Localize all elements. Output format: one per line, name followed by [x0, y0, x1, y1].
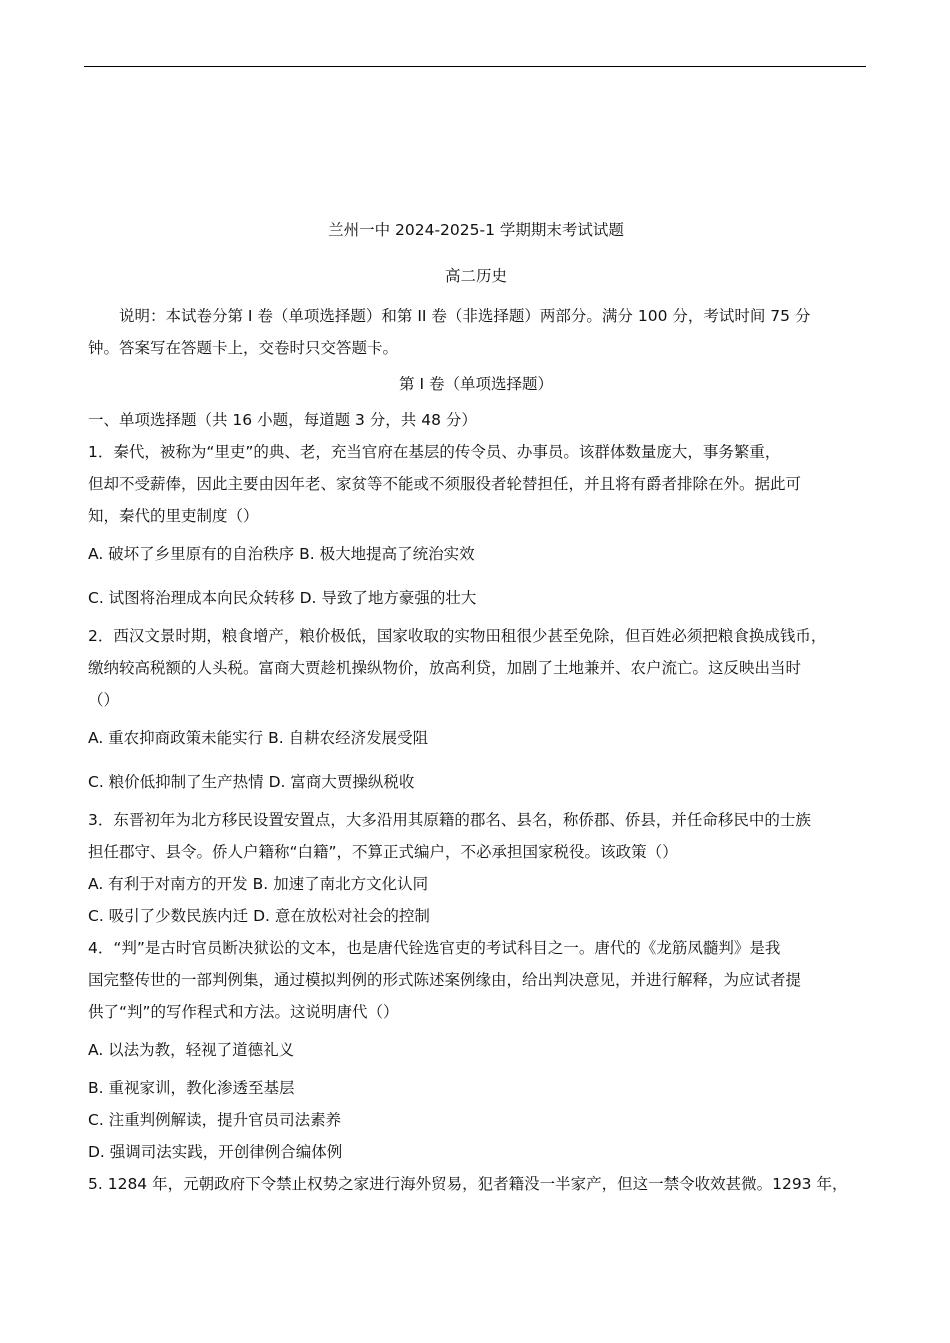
question-text: 2．西汉文景时期，粮食增产，粮价极低，国家收取的实物田租很少甚至免除，但百姓必须把粮食换成钱币，	[88, 627, 827, 645]
exam-page	[88, 216, 864, 1200]
instructions	[88, 300, 864, 364]
part-title: 第 I 卷（单项选择题）	[399, 375, 553, 393]
question-1	[88, 436, 864, 620]
question-option: D. 强调司法实践，开创律例合编体例	[88, 1143, 343, 1161]
instructions-line: 钟。答案写在答题卡上，交卷时只交答题卡。	[88, 339, 399, 357]
question-option: B. 重视家训，教化渗透至基层	[88, 1079, 295, 1097]
question-text: 供了“判”的写作程式和方法。这说明唐代（）	[88, 1003, 399, 1021]
question-text: 5. 1284 年，元朝政府下令禁止权势之家进行海外贸易，犯者籍没一半家产，但这一禁令收效甚微。1293 年，	[88, 1175, 848, 1193]
exam-title: 兰州一中 2024-2025-1 学期期末考试试题	[328, 221, 624, 239]
question-options: C. 吸引了少数民族内迁 D. 意在放松对社会的控制	[88, 907, 430, 925]
question-text: 知，秦代的里吏制度（）	[88, 507, 259, 525]
header-rule	[84, 66, 866, 67]
instructions-line: 说明：本试卷分第 I 卷（单项选择题）和第 II 卷（非选择题）两部分。满分 100 分，考试时间 75 分	[119, 307, 811, 325]
question-option: A. 以法为教，轻视了道德礼义	[88, 1041, 295, 1059]
question-text: 但却不受薪俸，因此主要由因年老、家贫等不能或不须服役者轮替担任，并且将有爵者排除在外。据此可	[88, 475, 802, 493]
question-5	[88, 1168, 864, 1200]
question-option: C. 注重判例解读，提升官员司法素养	[88, 1111, 342, 1129]
question-text: 缴纳较高税额的人头税。富商大贾趁机操纵物价，放高利贷，加剧了土地兼并、农户流亡。这反映出当时	[88, 659, 802, 677]
question-text: 1．秦代，被称为“里吏”的典、老，充当官府在基层的传令员、办事员。该群体数量庞大，事务繁重，	[88, 443, 781, 461]
question-4	[88, 932, 864, 1168]
question-options: A. 重农抑商政策未能实行 B. 自耕农经济发展受阻	[88, 729, 429, 747]
question-text: 国完整传世的一部判例集，通过模拟判例的形式陈述案例缘由，给出判决意见，并进行解释，为应试者提	[88, 971, 802, 989]
question-options: C. 试图将治理成本向民众转移 D. 导致了地方豪强的壮大	[88, 589, 477, 607]
question-2	[88, 620, 864, 804]
question-text: 担任郡守、县令。侨人户籍称“白籍”，不算正式编户，不必承担国家税役。该政策（）	[88, 843, 678, 861]
question-text: 3．东晋初年为北方移民设置安置点，大多沿用其原籍的郡名、县名，称侨郡、侨县，并任命移民中的士族	[88, 811, 811, 829]
section-title: 一、单项选择题（共 16 小题，每道题 3 分，共 48 分）	[88, 411, 477, 429]
question-options: C. 粮价低抑制了生产热情 D. 富商大贾操纵税收	[88, 773, 415, 791]
question-3	[88, 804, 864, 932]
question-text: 4．“判”是古时官员断决狱讼的文本，也是唐代铨选官吏的考试科目之一。唐代的《龙筋凤髓判》是我	[88, 939, 781, 957]
question-options: A. 有利于对南方的开发 B. 加速了南北方文化认同	[88, 875, 429, 893]
question-options: A. 破坏了乡里原有的自治秩序 B. 极大地提高了统治实效	[88, 545, 475, 563]
question-text: （）	[88, 691, 120, 709]
exam-subject: 高二历史	[444, 267, 507, 285]
